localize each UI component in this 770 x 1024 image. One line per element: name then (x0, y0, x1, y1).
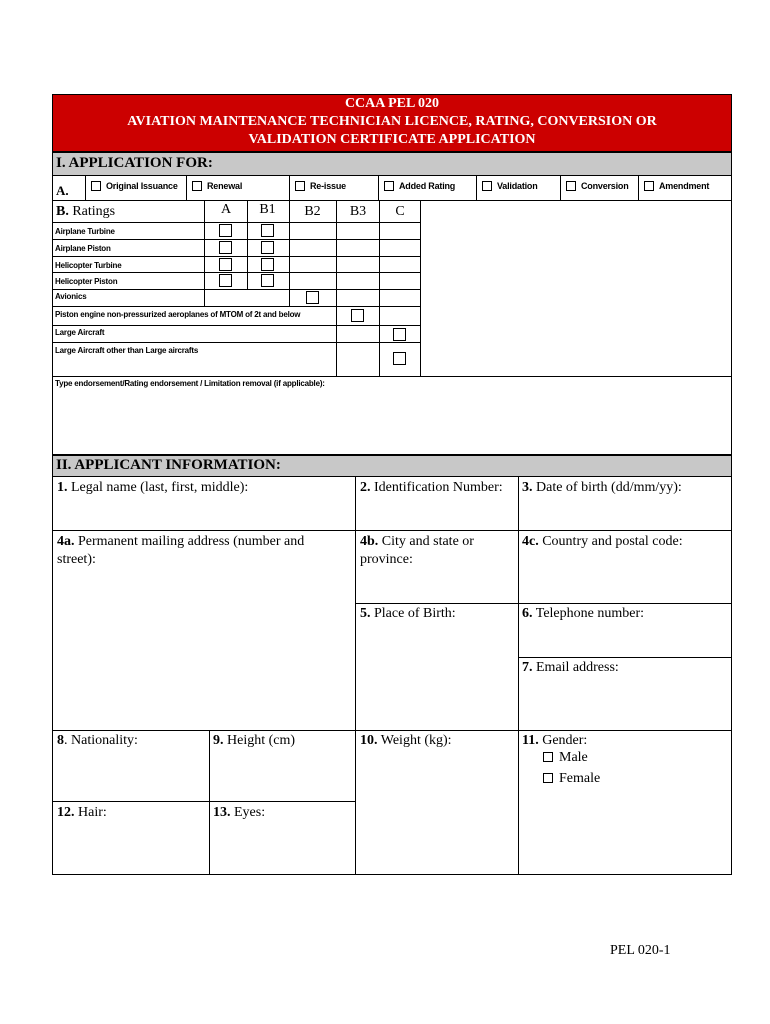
rating-row-helicopter-turbine: Helicopter Turbine (55, 261, 122, 270)
column-header-a: A (220, 202, 232, 217)
airplane-turbine-a-checkbox[interactable] (219, 224, 232, 237)
field-number: 3. (522, 480, 533, 495)
divider (52, 530, 732, 531)
field-number: 2. (360, 480, 371, 495)
divider (52, 801, 355, 802)
section1-title: I. APPLICATION FOR: (56, 155, 213, 171)
renewal-checkbox[interactable] (192, 181, 202, 191)
rating-row-large-aircraft-other: Large Aircraft other than Large aircrafts (55, 346, 199, 355)
helicopter-turbine-a-checkbox[interactable] (219, 258, 232, 271)
nationality-label: . Nationality: (64, 733, 138, 748)
city-state-field[interactable] (360, 533, 518, 569)
place-of-birth-label: Place of Birth: (374, 606, 456, 621)
divider (289, 200, 290, 306)
helicopter-piston-b1-checkbox[interactable] (261, 274, 274, 287)
hair-label: Hair: (78, 805, 107, 820)
original-issuance-label: Original Issuance (106, 181, 178, 191)
helicopter-turbine-b1-checkbox[interactable] (261, 258, 274, 271)
rating-row-large-aircraft: Large Aircraft (55, 328, 105, 337)
identification-number-field[interactable] (360, 479, 518, 497)
gender-field (522, 732, 730, 750)
avionics-b2-checkbox[interactable] (306, 291, 319, 304)
rating-row-helicopter-piston: Helicopter Piston (55, 277, 118, 286)
divider (355, 477, 356, 874)
large-aircraft-c-checkbox[interactable] (393, 328, 406, 341)
helicopter-piston-a-checkbox[interactable] (219, 274, 232, 287)
city-state-label: City and state or (381, 534, 474, 549)
identification-number-label: Identification Number: (374, 480, 503, 495)
ratings-label: Ratings (72, 204, 116, 219)
field-number: 13. (213, 805, 231, 820)
divider (52, 477, 53, 875)
divider (476, 176, 477, 201)
legal-name-label: Legal name (last, first, middle): (71, 480, 249, 495)
application-type-label: A. (56, 183, 69, 198)
divider (420, 200, 421, 377)
weight-label: Weight (kg): (380, 733, 452, 748)
gender-label: Gender: (542, 733, 588, 748)
country-postal-label: Country and postal code: (542, 534, 683, 549)
divider (52, 730, 732, 731)
divider (52, 200, 732, 201)
field-number: 11. (522, 733, 539, 748)
legal-name-field[interactable] (57, 479, 353, 497)
divider (560, 176, 561, 201)
divider (378, 176, 379, 201)
airplane-piston-b1-checkbox[interactable] (261, 241, 274, 254)
field-number: 7. (522, 660, 533, 675)
gender-female-label: Female (559, 771, 601, 786)
city-state-label-cont: province: (360, 552, 413, 567)
telephone-field[interactable] (522, 605, 730, 623)
form-code: CCAA PEL 020 (344, 96, 440, 111)
rating-row-piston-non-pressurized: Piston engine non-pressurized aeroplanes of MTOM of 2t and below (55, 310, 301, 319)
form-title-line2: VALIDATION CERTIFICATE APPLICATION (248, 132, 536, 147)
gender-male-checkbox[interactable] (543, 752, 553, 762)
divider (204, 200, 205, 306)
rating-row-avionics: Avionics (55, 292, 87, 301)
field-number: 10. (360, 733, 378, 748)
field-number: 6. (522, 606, 533, 621)
height-label: Height (cm) (227, 733, 296, 748)
divider (52, 325, 420, 326)
date-of-birth-label: Date of birth (dd/mm/yy): (536, 480, 682, 495)
divider (52, 256, 420, 257)
field-number: 12. (57, 805, 75, 820)
amendment-label: Amendment (659, 181, 710, 191)
nationality-field[interactable] (57, 732, 207, 750)
endorsement-field[interactable] (53, 390, 731, 454)
divider (731, 477, 732, 875)
field-number: 9. (213, 733, 224, 748)
divider (52, 289, 420, 290)
section2-title: II. APPLICANT INFORMATION: (56, 457, 281, 473)
email-field[interactable] (522, 659, 730, 677)
rating-row-airplane-turbine: Airplane Turbine (55, 227, 115, 236)
large-aircraft-other-c-checkbox[interactable] (393, 352, 406, 365)
airplane-piston-a-checkbox[interactable] (219, 241, 232, 254)
divider (186, 176, 187, 201)
divider (638, 176, 639, 201)
height-field[interactable] (213, 732, 353, 750)
amendment-checkbox[interactable] (644, 181, 654, 191)
hair-field[interactable] (57, 804, 207, 822)
telephone-label: Telephone number: (535, 606, 645, 621)
weight-field[interactable] (360, 732, 518, 750)
divider (52, 222, 420, 223)
divider (52, 239, 420, 240)
field-number: 4c. (522, 534, 539, 549)
conversion-label: Conversion (581, 181, 629, 191)
divider (289, 176, 290, 201)
field-number: 4a. (57, 534, 75, 549)
added-rating-label: Added Rating (399, 181, 456, 191)
column-header-c: C (395, 204, 405, 219)
divider (518, 477, 519, 874)
divider (52, 342, 420, 343)
column-header-b1: B1 (259, 202, 276, 217)
divider (209, 730, 210, 874)
conversion-checkbox[interactable] (566, 181, 576, 191)
validation-label: Validation (497, 181, 538, 191)
divider (52, 376, 732, 377)
divider (52, 306, 420, 307)
reissue-label: Re-issue (310, 181, 346, 191)
field-number: 8 (57, 733, 64, 748)
page-identifier: PEL 020-1 (610, 943, 671, 958)
mailing-address-field[interactable] (57, 533, 353, 569)
date-of-birth-field[interactable] (522, 479, 730, 497)
column-header-b3: B3 (349, 204, 367, 219)
airplane-turbine-b1-checkbox[interactable] (261, 224, 274, 237)
ratings-header (56, 204, 115, 220)
column-header-b2: B2 (304, 204, 321, 219)
piston-non-pressurized-b3-checkbox[interactable] (351, 309, 364, 322)
reissue-checkbox[interactable] (295, 181, 305, 191)
divider (52, 272, 420, 273)
divider (52, 874, 732, 875)
ratings-letter: B. (56, 204, 69, 219)
rating-row-airplane-piston: Airplane Piston (55, 244, 111, 253)
field-number: 1. (57, 480, 68, 495)
validation-checkbox[interactable] (482, 181, 492, 191)
gender-male-label: Male (559, 750, 588, 765)
place-of-birth-field[interactable] (360, 605, 518, 623)
added-rating-checkbox[interactable] (384, 181, 394, 191)
eyes-label: Eyes: (234, 805, 266, 820)
mailing-address-label-cont: street): (57, 552, 96, 567)
renewal-label: Renewal (207, 181, 243, 191)
country-postal-field[interactable] (522, 533, 730, 551)
divider (518, 657, 732, 658)
form-title-line1: AVIATION MAINTENANCE TECHNICIAN LICENCE, RATING, CONVERSION OR (127, 114, 657, 129)
email-label: Email address: (536, 660, 619, 675)
field-number: 4b. (360, 534, 379, 549)
divider (355, 603, 732, 604)
mailing-address-label: Permanent mailing address (number and (78, 534, 305, 549)
endorsement-label: Type endorsement/Rating endorsement / Limitation removal (if applicable): (55, 379, 325, 388)
field-number: 5. (360, 606, 371, 621)
eyes-field[interactable] (213, 804, 353, 822)
original-issuance-checkbox[interactable] (91, 181, 101, 191)
divider (85, 176, 86, 201)
table-border-right (731, 176, 732, 455)
divider (247, 200, 248, 289)
gender-female-checkbox[interactable] (543, 773, 553, 783)
